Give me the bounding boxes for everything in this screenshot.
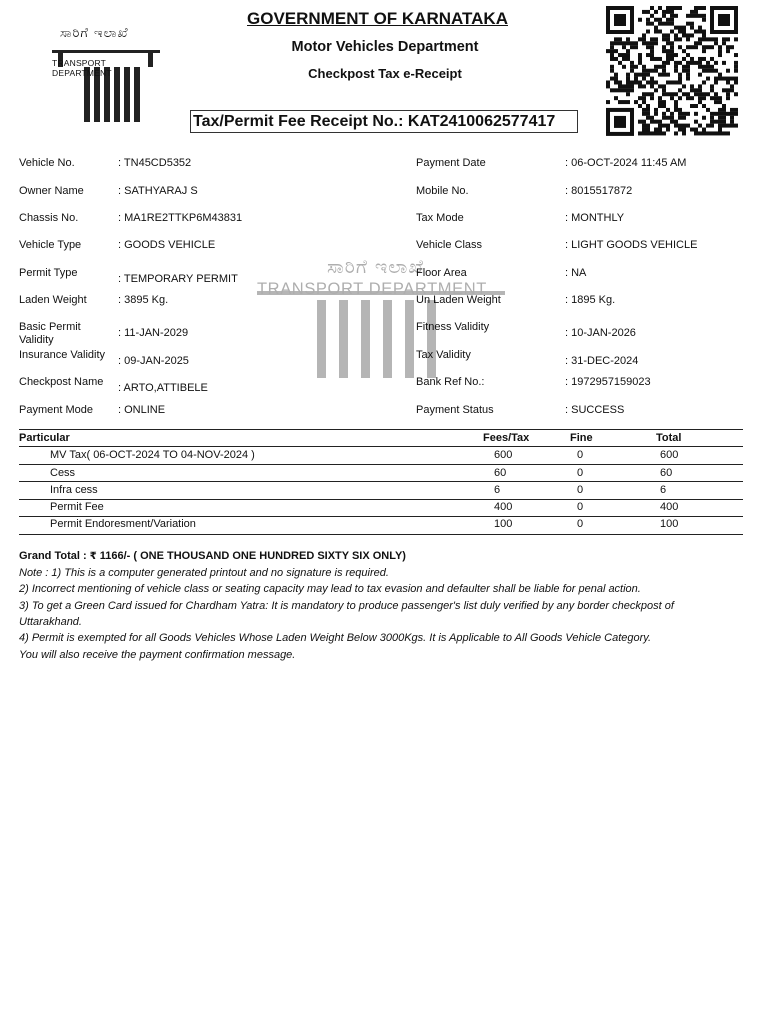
note-line: 3) To get a Green Card issued for Chardham Yatra: It is mandatory to produce passenger's list duly verified by any border checkpost of (19, 600, 674, 612)
insurance-validity-label: Insurance Validity (19, 349, 106, 361)
table-header-rule (19, 446, 743, 447)
table-header-total: Total (656, 432, 682, 444)
vehicle-class-value: : LIGHT GOODS VEHICLE (565, 239, 698, 251)
floor-area-value: : NA (565, 267, 587, 279)
row-fees-tax: 60 (494, 467, 507, 479)
bank-ref-no-value: : 1972957159023 (565, 376, 651, 388)
row-particular: Infra cess (50, 484, 98, 496)
vehicle-no-value: : TN45CD5352 (118, 157, 192, 169)
row-particular: Permit Fee (50, 501, 104, 513)
laden-weight-label: Laden Weight (19, 294, 87, 306)
table-row-rule (19, 481, 743, 482)
checkpost-name-value: : ARTO,ATTIBELE (118, 382, 208, 394)
basic-permit-validity-value: : 11-JAN-2029 (118, 327, 189, 339)
table-row-rule (19, 499, 743, 500)
vehicle-type-value: : GOODS VEHICLE (118, 239, 216, 251)
vehicle-class-label: Vehicle Class (416, 239, 483, 251)
row-total: 60 (660, 467, 673, 479)
transport-department-logo (50, 12, 165, 114)
note-line: 2) Incorrect mentioning of vehicle class or seating capacity may lead to tax evasion and defaulter shall be liable for penal action. (19, 583, 641, 595)
floor-area-label: Floor Area (416, 267, 467, 279)
qr-code-icon (604, 6, 740, 136)
row-fine: 0 (577, 501, 584, 513)
row-fees-tax: 600 (494, 449, 513, 461)
receipt-subtitle: Checkpost Tax e-Receipt (308, 66, 462, 81)
tax-mode-value: : MONTHLY (565, 212, 625, 224)
row-fine: 0 (577, 484, 584, 496)
row-total: 100 (660, 518, 679, 530)
checkpost-name-label: Checkpost Name (19, 376, 104, 388)
government-title: GOVERNMENT OF KARNATAKA (247, 9, 508, 28)
payment-status-label: Payment Status (416, 404, 494, 416)
vehicle-type-label: Vehicle Type (19, 239, 82, 251)
fitness-validity-value: : 10-JAN-2026 (565, 327, 636, 339)
row-total: 600 (660, 449, 679, 461)
fitness-validity-label: Fitness Validity (416, 321, 490, 333)
watermark-kannada-text: ಸಾರಿಗೆ ಇಲಾಖೆ (327, 256, 424, 278)
note-line: Uttarakhand. (19, 616, 82, 628)
chassis-no-label: Chassis No. (19, 212, 79, 224)
table-row-rule (19, 516, 743, 517)
row-fine: 0 (577, 449, 584, 461)
insurance-validity-value: : 09-JAN-2025 (118, 355, 189, 367)
laden-weight-value: : 3895 Kg. (118, 294, 169, 306)
receipt-number-value: KAT2410062577417 (407, 113, 556, 130)
row-fees-tax: 400 (494, 501, 513, 513)
table-bottom-rule (19, 534, 743, 535)
table-header-fine: Fine (570, 432, 593, 444)
payment-mode-value: : ONLINE (118, 404, 166, 416)
logo-pillars-icon (50, 42, 165, 122)
tax-validity-label: Tax Validity (416, 349, 471, 361)
payment-status-value: : SUCCESS (565, 404, 625, 416)
tax-mode-label: Tax Mode (416, 212, 464, 224)
mobile-no-value: : 8015517872 (565, 185, 633, 197)
tax-validity-value: : 31-DEC-2024 (565, 355, 639, 367)
unladen-weight-value: : 1895 Kg. (565, 294, 616, 306)
permit-type-value: : TEMPORARY PERMIT (118, 273, 238, 285)
payment-mode-label: Payment Mode (19, 404, 93, 416)
row-total: 400 (660, 501, 679, 513)
vehicle-no-label: Vehicle No. (19, 157, 75, 169)
table-header-fees-tax: Fees/Tax (483, 432, 530, 444)
logo-english-text: TRANSPORT DEPARTMENT (52, 58, 112, 78)
note-line: You will also receive the payment confirmation message. (19, 649, 296, 661)
receipt-number-label: Tax/Permit Fee Receipt No.: (193, 113, 404, 130)
row-fees-tax: 100 (494, 518, 513, 530)
table-header-particular: Particular (19, 432, 70, 444)
unladen-weight-label: Un Laden Weight (416, 294, 501, 306)
row-fine: 0 (577, 467, 584, 479)
owner-name-value: : SATHYARAJ S (118, 185, 198, 197)
transport-department-watermark (255, 256, 515, 374)
note-line: 4) Permit is exempted for all Goods Vehicles Whose Laden Weight Below 3000Kgs. It is Applicable to All Goods Vehicle Category. (19, 632, 652, 644)
grand-total-label: Grand Total : (19, 550, 87, 562)
mobile-no-label: Mobile No. (416, 185, 469, 197)
basic-permit-validity-label: Basic Permit Validity (19, 321, 81, 346)
watermark-english-text: TRANSPORT DEPARTMENT (257, 280, 487, 298)
department-name: Motor Vehicles Department (291, 39, 479, 55)
payment-date-label: Payment Date (416, 157, 486, 169)
row-total: 6 (660, 484, 667, 496)
payment-date-value: : 06-OCT-2024 11:45 AM (565, 157, 687, 169)
chassis-no-value: : MA1RE2TTKP6M43831 (118, 212, 243, 224)
rupee-symbol-icon: ₹ (89, 551, 97, 562)
bank-ref-no-label: Bank Ref No.: (416, 376, 485, 388)
grand-total-amount: 1166/- ( ONE THOUSAND ONE HUNDRED SIXTY SIX ONLY) (99, 550, 406, 562)
table-top-rule (19, 429, 743, 430)
row-fees-tax: 6 (494, 484, 501, 496)
note-line: Note : 1) This is a computer generated printout and no signature is required. (19, 567, 389, 579)
grand-total (19, 550, 406, 562)
row-fine: 0 (577, 518, 584, 530)
permit-type-label: Permit Type (19, 267, 78, 279)
row-particular: Permit Endoresment/Variation (50, 518, 196, 530)
logo-kannada-text: ಸಾರಿಗೆ ಇಲಾಖೆ (60, 26, 129, 41)
table-row-rule (19, 464, 743, 465)
owner-name-label: Owner Name (19, 185, 84, 197)
row-particular: Cess (50, 467, 76, 479)
receipt-number-box (190, 110, 578, 133)
row-particular: MV Tax( 06-OCT-2024 TO 04-NOV-2024 ) (50, 449, 255, 461)
